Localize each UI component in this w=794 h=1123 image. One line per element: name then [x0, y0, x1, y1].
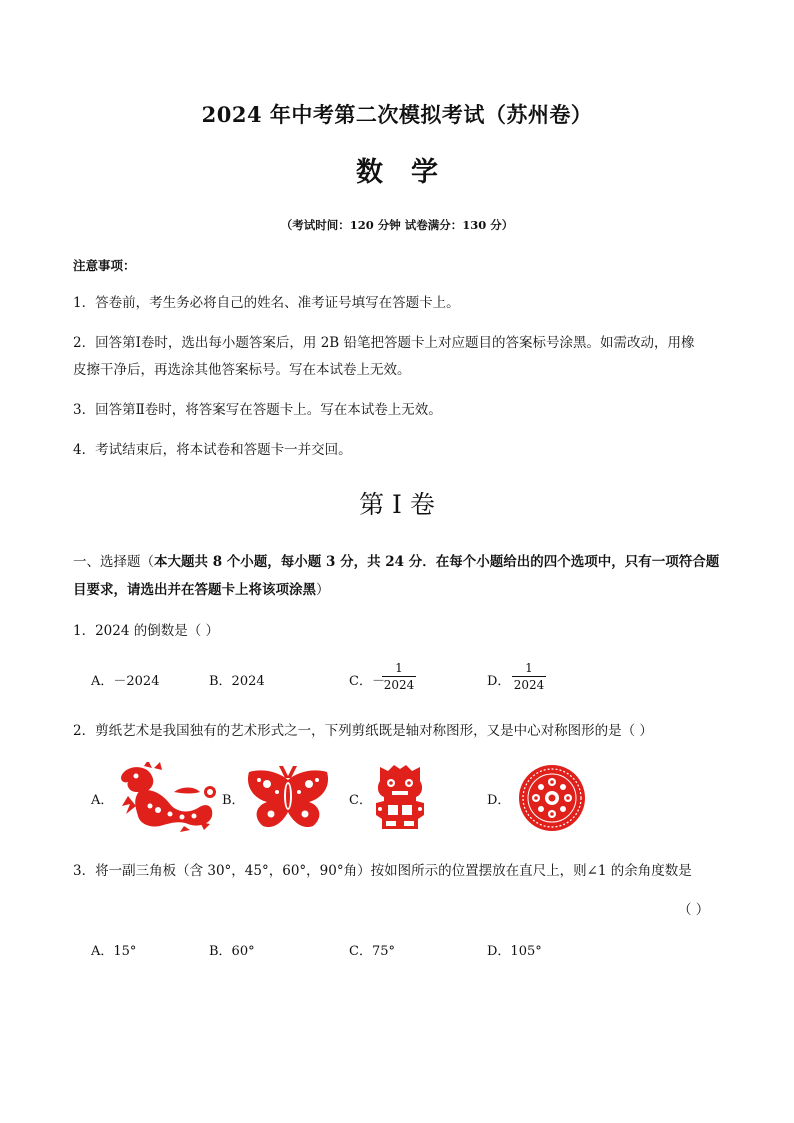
subject-title: 数学 — [356, 157, 466, 188]
notice-item-1: 1．答卷前，考生务必将自己的姓名、准考证号填写在答题卡上。 — [73, 295, 460, 311]
q3-answer-paren: （ ） — [678, 902, 710, 918]
q2-stem: 2．剪纸艺术是我国独有的艺术形式之一，下列剪纸既是轴对称图形，又是中心对称图形的是（ ） — [73, 723, 653, 739]
section-1-heading-line-2 — [73, 581, 330, 599]
butterfly-papercut-image — [245, 766, 331, 830]
medallion-papercut-image — [518, 764, 586, 832]
q1-option-c-fraction — [382, 661, 416, 692]
q3-option-d: D．105° — [487, 944, 542, 959]
q1-option-b: B．2024 — [209, 674, 265, 689]
q1-stem: 1．2024 的倒数是（ ） — [73, 623, 220, 639]
q1-option-c-label: C．－ — [349, 674, 385, 689]
q1-option-a: A．－2024 — [91, 674, 160, 689]
q1-d-numerator: 1 — [525, 661, 533, 675]
q1-c-numerator: 1 — [395, 661, 403, 675]
q2-option-a: A． — [91, 793, 114, 808]
q2-option-d: D． — [487, 793, 511, 808]
guardian-papercut-image — [372, 763, 428, 833]
notice-heading: 注意事项： — [73, 258, 136, 273]
section-1-suffix: ） — [316, 582, 330, 598]
exam-title: 2024 年中考第二次模拟考试（苏州卷） — [201, 102, 593, 127]
q3-stem: 3．将一副三角板（含 30°，45°，60°，90°角）按如图所示的位置摆放在直尺上，则∠1 的余角度数是 — [73, 863, 692, 879]
dragon-papercut-image — [114, 762, 220, 832]
section-1-instructions-cont: 目要求，请选出并在答题卡上将该项涂黑 — [73, 582, 316, 598]
notice-item-2-line-1: 2．回答第Ⅰ卷时，选出每小题答案后，用 2B 铅笔把答题卡上对应题目的答案标号涂黑。如需改动，用橡 — [73, 335, 695, 351]
q1-c-denominator: 2024 — [383, 678, 415, 692]
q3-option-a: A．15° — [91, 944, 137, 959]
q1-d-denominator: 2024 — [513, 678, 545, 692]
section-1-prefix: 一、选择题（ — [73, 554, 154, 570]
fraction-bar — [512, 676, 546, 677]
notice-item-4: 4．考试结束后，将本试卷和答题卡一并交回。 — [73, 442, 352, 458]
q2-option-c: C． — [349, 793, 372, 808]
section-1-heading-line-1 — [73, 553, 719, 571]
q3-option-c: C．75° — [349, 944, 395, 959]
fraction-bar — [382, 676, 416, 677]
q3-option-b: B．60° — [209, 944, 255, 959]
section-1-instructions: 本大题共 8 个小题，每小题 3 分，共 24 分．在每个小题给出的四个选项中，只有一项符合题 — [154, 554, 720, 570]
notice-item-2-line-2: 皮擦干净后，再选涂其他答案标号。写在本试卷上无效。 — [73, 362, 411, 378]
q1-option-d-fraction — [512, 661, 546, 692]
exam-info: （考试时间：120 分钟 试卷满分：130 分） — [280, 218, 514, 232]
volume-title: 第 I 卷 — [359, 490, 435, 519]
notice-item-3: 3．回答第Ⅱ卷时，将答案写在答题卡上。写在本试卷上无效。 — [73, 402, 442, 418]
q2-option-b: B． — [222, 793, 245, 808]
q1-option-d-label: D． — [487, 674, 511, 689]
